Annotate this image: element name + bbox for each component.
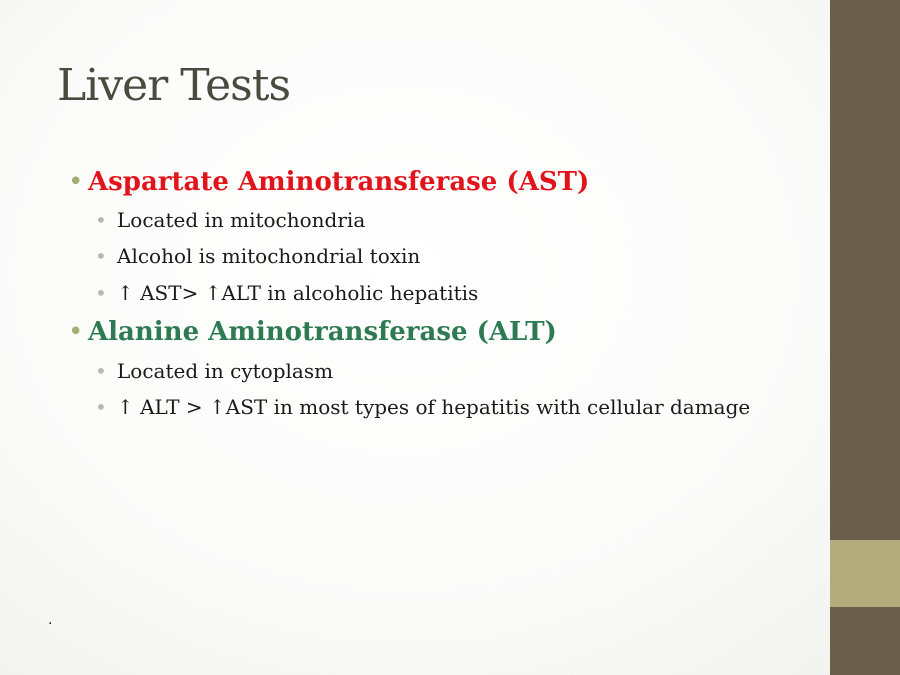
list-item [95, 244, 420, 268]
footer-mark: . [48, 612, 53, 628]
list-item [95, 395, 750, 419]
slide-title: Liver Tests [57, 60, 291, 111]
list-item-text: ↑ AST> ↑ALT in alcoholic hepatitis [117, 281, 479, 305]
list-item [95, 208, 365, 232]
list-item-text: Alcohol is mitochondrial toxin [117, 244, 421, 268]
section-heading-alt [68, 317, 557, 347]
bullet-icon: • [68, 317, 84, 347]
list-item [95, 359, 333, 383]
list-item [95, 281, 478, 305]
bullet-icon: • [95, 281, 107, 305]
bullet-icon: • [95, 208, 107, 232]
list-item-text: ↑ ALT > ↑AST in most types of hepatitis with cellular damage [117, 395, 751, 419]
heading-text: Aspartate Aminotransferase (AST) [88, 167, 590, 197]
list-item-text: Located in cytoplasm [117, 359, 334, 383]
list-item-text: Located in mitochondria [117, 208, 366, 232]
sidebar-accent-block [830, 540, 900, 607]
section-heading-ast [68, 167, 589, 197]
bullet-icon: • [68, 167, 84, 197]
bullet-icon: • [95, 244, 107, 268]
bullet-icon: • [95, 359, 107, 383]
bullet-icon: • [95, 395, 107, 419]
heading-text: Alanine Aminotransferase (ALT) [88, 317, 557, 347]
